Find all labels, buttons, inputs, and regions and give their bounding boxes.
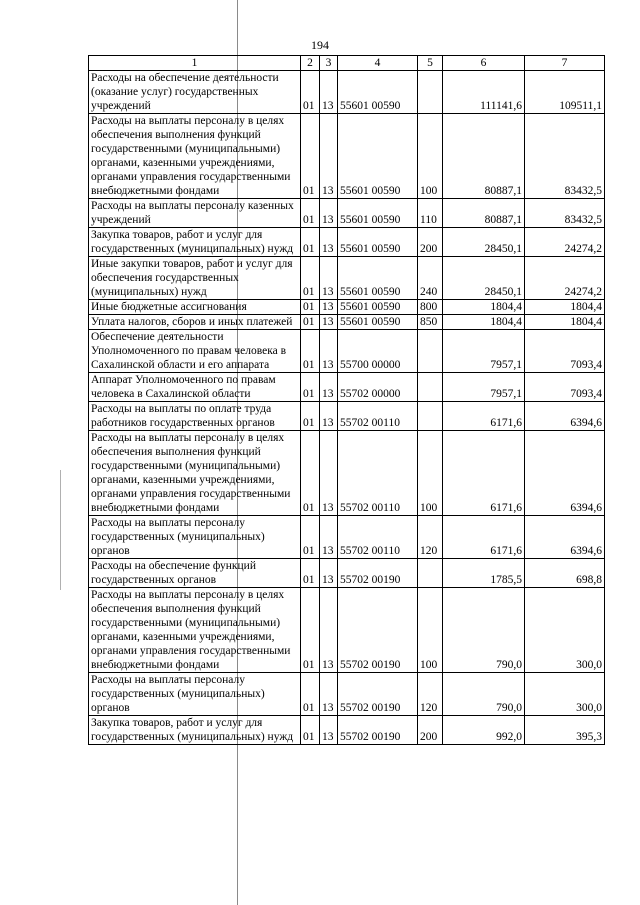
row-value-cell: 800 xyxy=(418,300,443,315)
row-name-cell: Расходы на выплаты персоналу казенных учреждений xyxy=(89,199,301,228)
table-body xyxy=(89,71,605,745)
row-value-cell: 01 xyxy=(301,330,320,373)
row-value-cell: 13 xyxy=(320,431,338,516)
row-value-cell: 120 xyxy=(418,673,443,716)
row-value-cell: 790,0 xyxy=(443,588,525,673)
table-row xyxy=(89,559,605,588)
row-value-cell: 01 xyxy=(301,373,320,402)
table-row xyxy=(89,228,605,257)
row-value-cell: 01 xyxy=(301,199,320,228)
row-value-cell: 110 xyxy=(418,199,443,228)
row-value-cell: 83432,5 xyxy=(525,114,605,199)
row-value-cell: 01 xyxy=(301,431,320,516)
row-value-cell: 6394,6 xyxy=(525,431,605,516)
row-value-cell: 01 xyxy=(301,315,320,330)
row-name-cell: Расходы на обеспечение деятельности (оказание услуг) государственных учреждений xyxy=(89,71,301,114)
row-value-cell: 55601 00590 xyxy=(338,228,418,257)
row-value-cell: 24274,2 xyxy=(525,257,605,300)
row-value-cell: 698,8 xyxy=(525,559,605,588)
row-value-cell: 13 xyxy=(320,315,338,330)
row-value-cell: 7957,1 xyxy=(443,330,525,373)
row-value-cell: 850 xyxy=(418,315,443,330)
table-row xyxy=(89,673,605,716)
row-value-cell xyxy=(418,559,443,588)
row-value-cell: 55702 00000 xyxy=(338,373,418,402)
table-row xyxy=(89,373,605,402)
row-value-cell: 6171,6 xyxy=(443,516,525,559)
row-value-cell: 13 xyxy=(320,199,338,228)
table-row xyxy=(89,402,605,431)
table-row xyxy=(89,114,605,199)
row-value-cell: 55601 00590 xyxy=(338,300,418,315)
row-name-cell: Обеспечение деятельности Уполномоченного по правам человека в Сахалинской области и его аппарата xyxy=(89,330,301,373)
row-value-cell: 13 xyxy=(320,330,338,373)
row-value-cell: 6394,6 xyxy=(525,402,605,431)
row-value-cell: 80887,1 xyxy=(443,114,525,199)
row-value-cell: 6171,6 xyxy=(443,431,525,516)
header-cell: 7 xyxy=(525,56,605,71)
row-value-cell: 13 xyxy=(320,516,338,559)
row-name-cell: Закупка товаров, работ и услуг для государственных (муниципальных) нужд xyxy=(89,716,301,745)
row-name-cell: Уплата налогов, сборов и иных платежей xyxy=(89,315,301,330)
row-value-cell: 6394,6 xyxy=(525,516,605,559)
row-value-cell: 13 xyxy=(320,228,338,257)
row-value-cell: 55702 00190 xyxy=(338,673,418,716)
row-value-cell: 24274,2 xyxy=(525,228,605,257)
row-value-cell xyxy=(418,373,443,402)
table-row xyxy=(89,300,605,315)
row-value-cell: 7093,4 xyxy=(525,373,605,402)
row-value-cell: 992,0 xyxy=(443,716,525,745)
row-value-cell: 55702 00110 xyxy=(338,402,418,431)
page-number: 194 xyxy=(311,38,329,52)
row-name-cell: Иные бюджетные ассигнования xyxy=(89,300,301,315)
row-value-cell: 7957,1 xyxy=(443,373,525,402)
table-row xyxy=(89,71,605,114)
row-value-cell: 83432,5 xyxy=(525,199,605,228)
header-cell: 6 xyxy=(443,56,525,71)
row-value-cell: 55700 00000 xyxy=(338,330,418,373)
header-cell: 4 xyxy=(338,56,418,71)
row-value-cell: 55702 00190 xyxy=(338,716,418,745)
table-row xyxy=(89,315,605,330)
row-name-cell: Расходы на выплаты персоналу в целях обеспечения выполнения функций государственными (муниципальными) органами, казенными учреждениями, органами управления государственными внебюджетными фондами xyxy=(89,431,301,516)
header-cell: 3 xyxy=(320,56,338,71)
row-value-cell: 240 xyxy=(418,257,443,300)
row-value-cell: 13 xyxy=(320,588,338,673)
row-value-cell: 100 xyxy=(418,588,443,673)
row-value-cell: 13 xyxy=(320,300,338,315)
row-value-cell: 1785,5 xyxy=(443,559,525,588)
row-value-cell: 7093,4 xyxy=(525,330,605,373)
row-value-cell: 55601 00590 xyxy=(338,71,418,114)
row-value-cell: 01 xyxy=(301,402,320,431)
row-value-cell: 1804,4 xyxy=(525,300,605,315)
row-value-cell: 109511,1 xyxy=(525,71,605,114)
table-row xyxy=(89,257,605,300)
row-value-cell: 13 xyxy=(320,402,338,431)
row-name-cell: Расходы на обеспечение функций государственных органов xyxy=(89,559,301,588)
row-value-cell: 13 xyxy=(320,559,338,588)
row-value-cell: 55601 00590 xyxy=(338,315,418,330)
row-value-cell: 120 xyxy=(418,516,443,559)
row-value-cell: 01 xyxy=(301,673,320,716)
row-value-cell: 80887,1 xyxy=(443,199,525,228)
row-value-cell: 55702 00110 xyxy=(338,516,418,559)
row-value-cell: 55601 00590 xyxy=(338,199,418,228)
row-value-cell: 13 xyxy=(320,373,338,402)
row-value-cell: 1804,4 xyxy=(443,300,525,315)
row-value-cell: 1804,4 xyxy=(525,315,605,330)
row-value-cell: 395,3 xyxy=(525,716,605,745)
table-row xyxy=(89,330,605,373)
table-row xyxy=(89,431,605,516)
row-value-cell xyxy=(418,330,443,373)
row-value-cell: 01 xyxy=(301,257,320,300)
row-value-cell: 28450,1 xyxy=(443,257,525,300)
row-value-cell: 01 xyxy=(301,559,320,588)
row-value-cell: 55702 00190 xyxy=(338,588,418,673)
row-value-cell: 6171,6 xyxy=(443,402,525,431)
header-cell: 5 xyxy=(418,56,443,71)
row-value-cell: 300,0 xyxy=(525,673,605,716)
row-value-cell: 55702 00190 xyxy=(338,559,418,588)
row-value-cell: 13 xyxy=(320,257,338,300)
row-name-cell: Расходы на выплаты персоналу государственных (муниципальных) органов xyxy=(89,673,301,716)
row-value-cell: 13 xyxy=(320,114,338,199)
table-row xyxy=(89,588,605,673)
row-value-cell: 790,0 xyxy=(443,673,525,716)
row-name-cell: Иные закупки товаров, работ и услуг для обеспечения государственных (муниципальных) нужд xyxy=(89,257,301,300)
header-cell: 1 xyxy=(89,56,301,71)
table-row xyxy=(89,716,605,745)
header-cell: 2 xyxy=(301,56,320,71)
table-row xyxy=(89,516,605,559)
row-value-cell xyxy=(418,71,443,114)
row-value-cell: 13 xyxy=(320,716,338,745)
row-value-cell: 100 xyxy=(418,431,443,516)
row-value-cell: 1804,4 xyxy=(443,315,525,330)
row-value-cell: 01 xyxy=(301,588,320,673)
row-value-cell: 200 xyxy=(418,228,443,257)
row-value-cell: 01 xyxy=(301,114,320,199)
row-value-cell: 28450,1 xyxy=(443,228,525,257)
row-value-cell: 01 xyxy=(301,300,320,315)
row-value-cell: 13 xyxy=(320,673,338,716)
row-name-cell: Расходы на выплаты персоналу в целях обеспечения выполнения функций государственными (муниципальными) органами, казенными учреждениями, органами управления государственными внебюджетными фондами xyxy=(89,588,301,673)
row-value-cell xyxy=(418,402,443,431)
row-value-cell: 200 xyxy=(418,716,443,745)
row-value-cell: 01 xyxy=(301,71,320,114)
row-value-cell: 100 xyxy=(418,114,443,199)
budget-table xyxy=(88,55,605,745)
header-row xyxy=(89,56,605,71)
row-value-cell: 55601 00590 xyxy=(338,257,418,300)
row-value-cell: 01 xyxy=(301,716,320,745)
row-name-cell: Закупка товаров, работ и услуг для государственных (муниципальных) нужд xyxy=(89,228,301,257)
table-row xyxy=(89,199,605,228)
row-value-cell: 55601 00590 xyxy=(338,114,418,199)
row-name-cell: Расходы на выплаты по оплате труда работников государственных органов xyxy=(89,402,301,431)
row-value-cell: 55702 00110 xyxy=(338,431,418,516)
row-name-cell: Аппарат Уполномоченного по правам человека в Сахалинской области xyxy=(89,373,301,402)
row-value-cell: 111141,6 xyxy=(443,71,525,114)
row-value-cell: 01 xyxy=(301,228,320,257)
row-value-cell: 01 xyxy=(301,516,320,559)
row-name-cell: Расходы на выплаты персоналу государственных (муниципальных) органов xyxy=(89,516,301,559)
row-value-cell: 13 xyxy=(320,71,338,114)
scan-mark xyxy=(60,470,61,590)
row-value-cell: 300,0 xyxy=(525,588,605,673)
row-name-cell: Расходы на выплаты персоналу в целях обеспечения выполнения функций государственными (муниципальными) органами, казенными учреждениями, органами управления государственными внебюджетными фондами xyxy=(89,114,301,199)
